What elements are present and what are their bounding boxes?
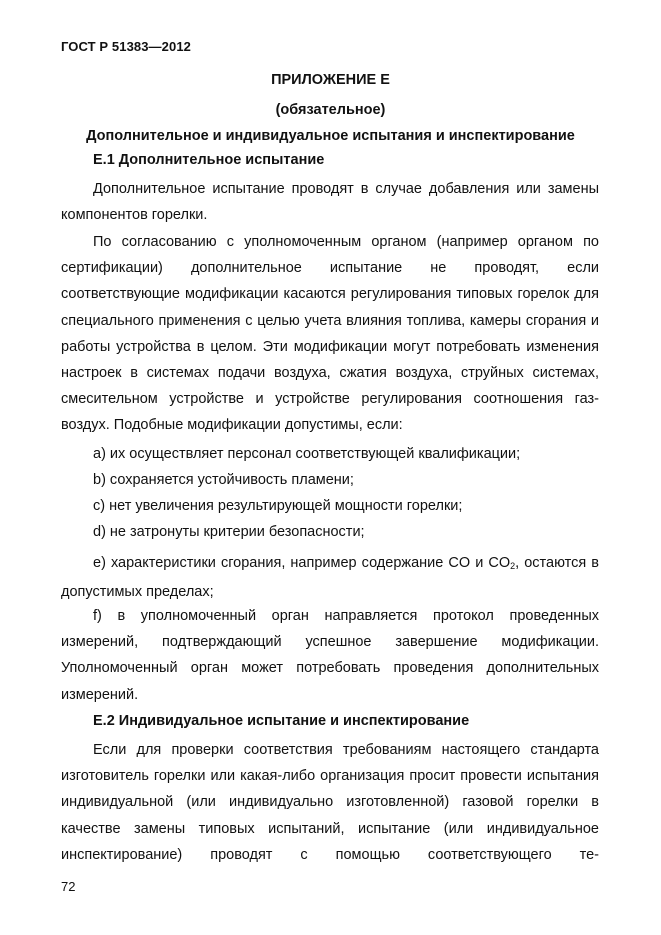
list-item-a: а) их осуществляет персонал соответствующей квалификации; xyxy=(93,446,521,462)
list-item-c: c) нет увеличения результирующей мощности горелки; xyxy=(93,498,463,514)
list-item-e-text-pre: е) характеристики сгорания, например содержание CO и CO xyxy=(93,555,511,571)
section-e1-heading: Е.1 Дополнительное испытание xyxy=(93,152,325,168)
appendix-title: ПРИЛОЖЕНИЕ Е xyxy=(271,72,390,88)
list-item-e xyxy=(61,550,599,605)
section-e1-paragraph-2: По согласованию с уполномоченным органом (например органом по сертификации) дополнительное испытание не проводят, если соответствующие модификации касаются регулирования типовых горелок для специального применения с целью учета влияния топлива, камеры сгорания и работы устройства в целом. Эти модификации могут потребовать изменения настроек в системах подачи воздуха, сжатия воздуха, струйных системах, смесительном устройстве и устройстве регулирования соотношения газ-воздух. Подобные модификации допустимы, если: xyxy=(61,234,599,434)
list-item-e-text-post: , остаются в допустимых пределах; xyxy=(61,555,599,601)
appendix-name: Дополнительное и индивидуальное испытания и инспектирование xyxy=(86,128,575,144)
section-e1-paragraph-1: Дополнительное испытание проводят в случае добавления или замены компонентов горелки. xyxy=(61,181,599,224)
list-item-d: d) не затронуты критерии безопасности; xyxy=(93,524,365,540)
list-item-b: b) сохраняется устойчивость пламени; xyxy=(93,472,354,488)
section-e2-paragraph-1: Если для проверки соответствия требованиям настоящего стандарта изготовитель горелки или какая-либо организация просит провести испытания индивидуальной (или индивидуально изготовленной) газовой горелки в качестве замены типовых испытаний, испытание (или индивидуальное инспектирование) проводят с помощью соответствующего те- xyxy=(61,742,599,863)
standard-header: ГОСТ Р 51383—2012 xyxy=(61,39,191,54)
list-item-f: f) в уполномоченный орган направляется протокол проведенных измерений, подтверждающий успешное завершение модификации. Уполномоченный орган может потребовать проведения дополнительных измерений. xyxy=(61,608,599,703)
page-number: 72 xyxy=(61,879,76,894)
list-item-e-subscript: 2 xyxy=(510,561,516,571)
section-e2-heading: Е.2 Индивидуальное испытание и инспектирование xyxy=(93,713,470,729)
appendix-status: (обязательное) xyxy=(275,102,386,118)
